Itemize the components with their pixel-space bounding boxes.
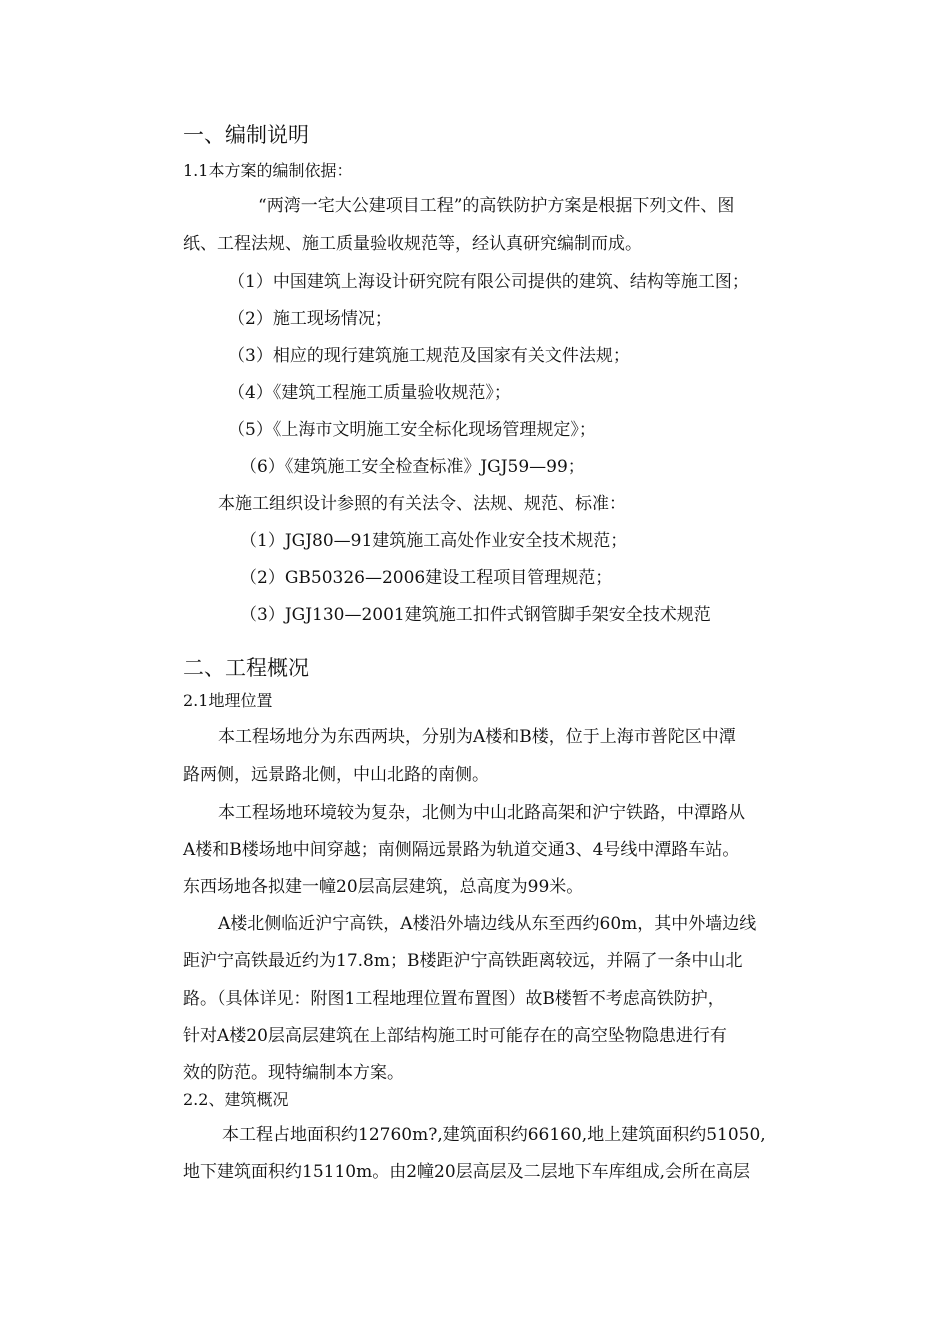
protection-para-line: A楼北侧临近沪宁高铁，A楼沿外墙边线从东至西约60m，其中外墙边线: [218, 914, 757, 934]
subsection-2-2-title: 2.2、建筑概况: [183, 1090, 289, 1109]
protection-para-line: 路。（具体详见：附图1工程地理位置布置图）故B楼暂不考虑高铁防护，: [183, 989, 725, 1009]
protection-para-line: 效的防范。现特编制本方案。: [183, 1063, 404, 1083]
section-1-heading: 一、编制说明: [183, 123, 309, 147]
subsection-1-1-title: 1.1本方案的编制依据：: [183, 161, 353, 180]
subsection-2-1-title: 2.1地理位置: [183, 691, 273, 710]
basis-item: （6）《建筑施工安全检查标准》JGJ59—99；: [240, 457, 585, 477]
basis-item: （1）中国建筑上海设计研究院有限公司提供的建筑、结构等施工图；: [228, 272, 749, 292]
building-para-line: 本工程占地面积约12760m?,建筑面积约66160,地上建筑面积约51050,: [222, 1125, 766, 1145]
regulation-item: （1）JGJ80—91建筑施工高处作业安全技术规范；: [240, 531, 628, 551]
intro-line-2: 纸、工程法规、施工质量验收规范等，经认真研究编制而成。: [183, 234, 642, 254]
basis-item: （4）《建筑工程施工质量验收规范》；: [228, 383, 511, 403]
environment-para-line: 东西场地各拟建一幢20层高层建筑，总高度为99米。: [183, 877, 584, 897]
environment-para-line: A楼和B楼场地中间穿越；南侧隔远景路为轨道交通3、4号线中潭路车站。: [183, 840, 740, 860]
basis-item: （3）相应的现行建筑施工规范及国家有关文件法规；: [228, 346, 630, 366]
protection-para-line: 距沪宁高铁最近约为17.8m；B楼距沪宁高铁距离较远，并隔了一条中山北: [183, 951, 743, 971]
protection-para-line: 针对A楼20层高层建筑在上部结构施工时可能存在的高空坠物隐患进行有: [183, 1026, 727, 1046]
basis-item: （5）《上海市文明施工安全标化现场管理规定》；: [228, 420, 596, 440]
basis-item: （2）施工现场情况；: [228, 309, 392, 329]
building-para-line: 地下建筑面积约15110m。由2幢20层高层及二层地下车库组成,会所在高层: [183, 1162, 751, 1182]
location-para-line: 路两侧，远景路北侧，中山北路的南侧。: [183, 765, 489, 785]
regulation-item: （3）JGJ130—2001建筑施工扣件式钢管脚手架安全技术规范: [240, 605, 711, 625]
regulation-item: （2）GB50326—2006建设工程项目管理规范；: [240, 568, 613, 588]
section-2-heading: 二、工程概况: [183, 656, 309, 680]
location-para-line: 本工程场地分为东西两块，分别为A楼和B楼，位于上海市普陀区中潭: [218, 727, 736, 747]
environment-para-line: 本工程场地环境较为复杂，北侧为中山北路高架和沪宁铁路，中潭路从: [218, 803, 745, 823]
intro-line-1: “两湾一宅大公建项目工程”的高铁防护方案是根据下列文件、图: [258, 196, 735, 216]
regulations-intro: 本施工组织设计参照的有关法令、法规、规范、标准：: [218, 494, 626, 514]
